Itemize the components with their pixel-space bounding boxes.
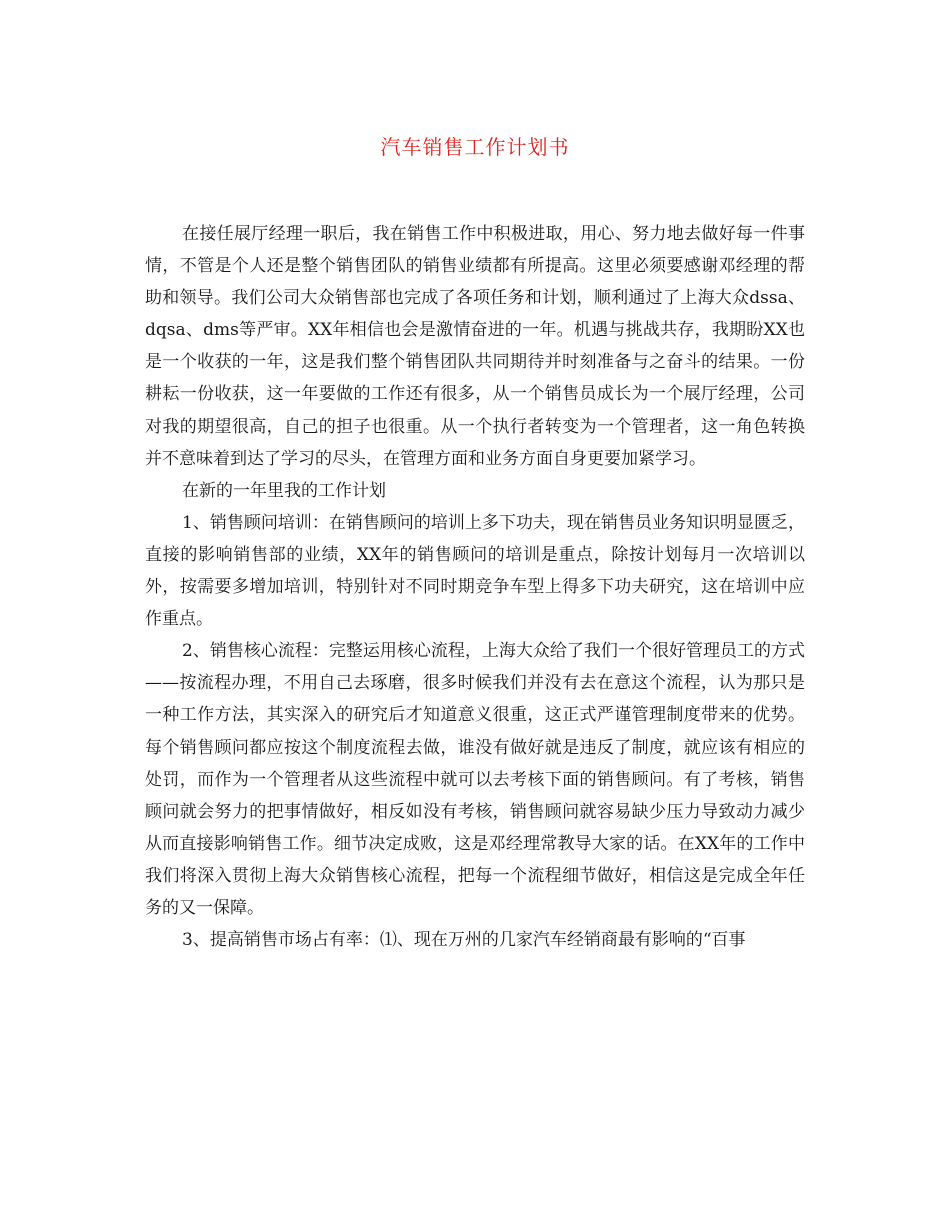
paragraph-item-1: 1、销售顾问培训：在销售顾问的培训上多下功夫，现在销售员业务知识明显匮乏，直接的影响销售部的业绩，XX年的销售顾问的培训是重点，除按计划每月一次培训以外，按需要多增加培训，特别针对不同时期竞争车型上得多下功夫研究，这在培训中应作重点。 [145, 512, 805, 630]
paragraph-plan-heading: 在新的一年里我的工作计划 [182, 480, 386, 501]
document-title: 汽车销售工作计划书 [380, 135, 570, 159]
document-body [145, 218, 805, 956]
paragraph-intro: 在接任展厅经理一职后，我在销售工作中积极进取，用心、努力地去做好每一件事情，不管是个人还是整个销售团队的销售业绩都有所提高。这里必须要感谢邓经理的帮助和领导。我们公司大众销售部也完成了各项任务和计划，顺利通过了上海大众dssa、dqsa、dms等严审。XX年相信也会是激情奋进的一年。机遇与挑战共存，我期盼XX也是一个收获的一年，这是我们整个销售团队共同期待并时刻准备与之奋斗的结果。一份耕耘一份收获，这一年要做的工作还有很多，从一个销售员成长为一个展厅经理，公司对我的期望很高，自己的担子也很重。从一个执行者转变为一个管理者，这一角色转换并不意味着到达了学习的尽头，在管理方面和业务方面自身更要加紧学习。 [145, 224, 805, 469]
paragraph-item-3: 3、提高销售市场占有率：⑴、现在万州的几家汽车经销商最有影响的“百事 [182, 930, 746, 951]
paragraph-item-2: 2、销售核心流程：完整运用核心流程，上海大众给了我们一个很好管理员工的方式——按流程办理，不用自己去琢磨，很多时候我们并没有去在意这个流程，认为那只是一种工作方法，其实深入的研究后才知道意义很重，这正式严谨管理制度带来的优势。每个销售顾问都应按这个制度流程去做，谁没有做好就是违反了制度，就应该有相应的处罚，而作为一个管理者从这些流程中就可以去考核下面的销售顾问。有了考核，销售顾问就会努力的把事情做好，相反如没有考核，销售顾问就容易缺少压力导致动力减少从而直接影响销售工作。细节决定成败，这是邓经理常教导大家的话。在XX年的工作中我们将深入贯彻上海大众销售核心流程，把每一个流程细节做好，相信这是完成全年任务的又一保障。 [145, 641, 805, 918]
